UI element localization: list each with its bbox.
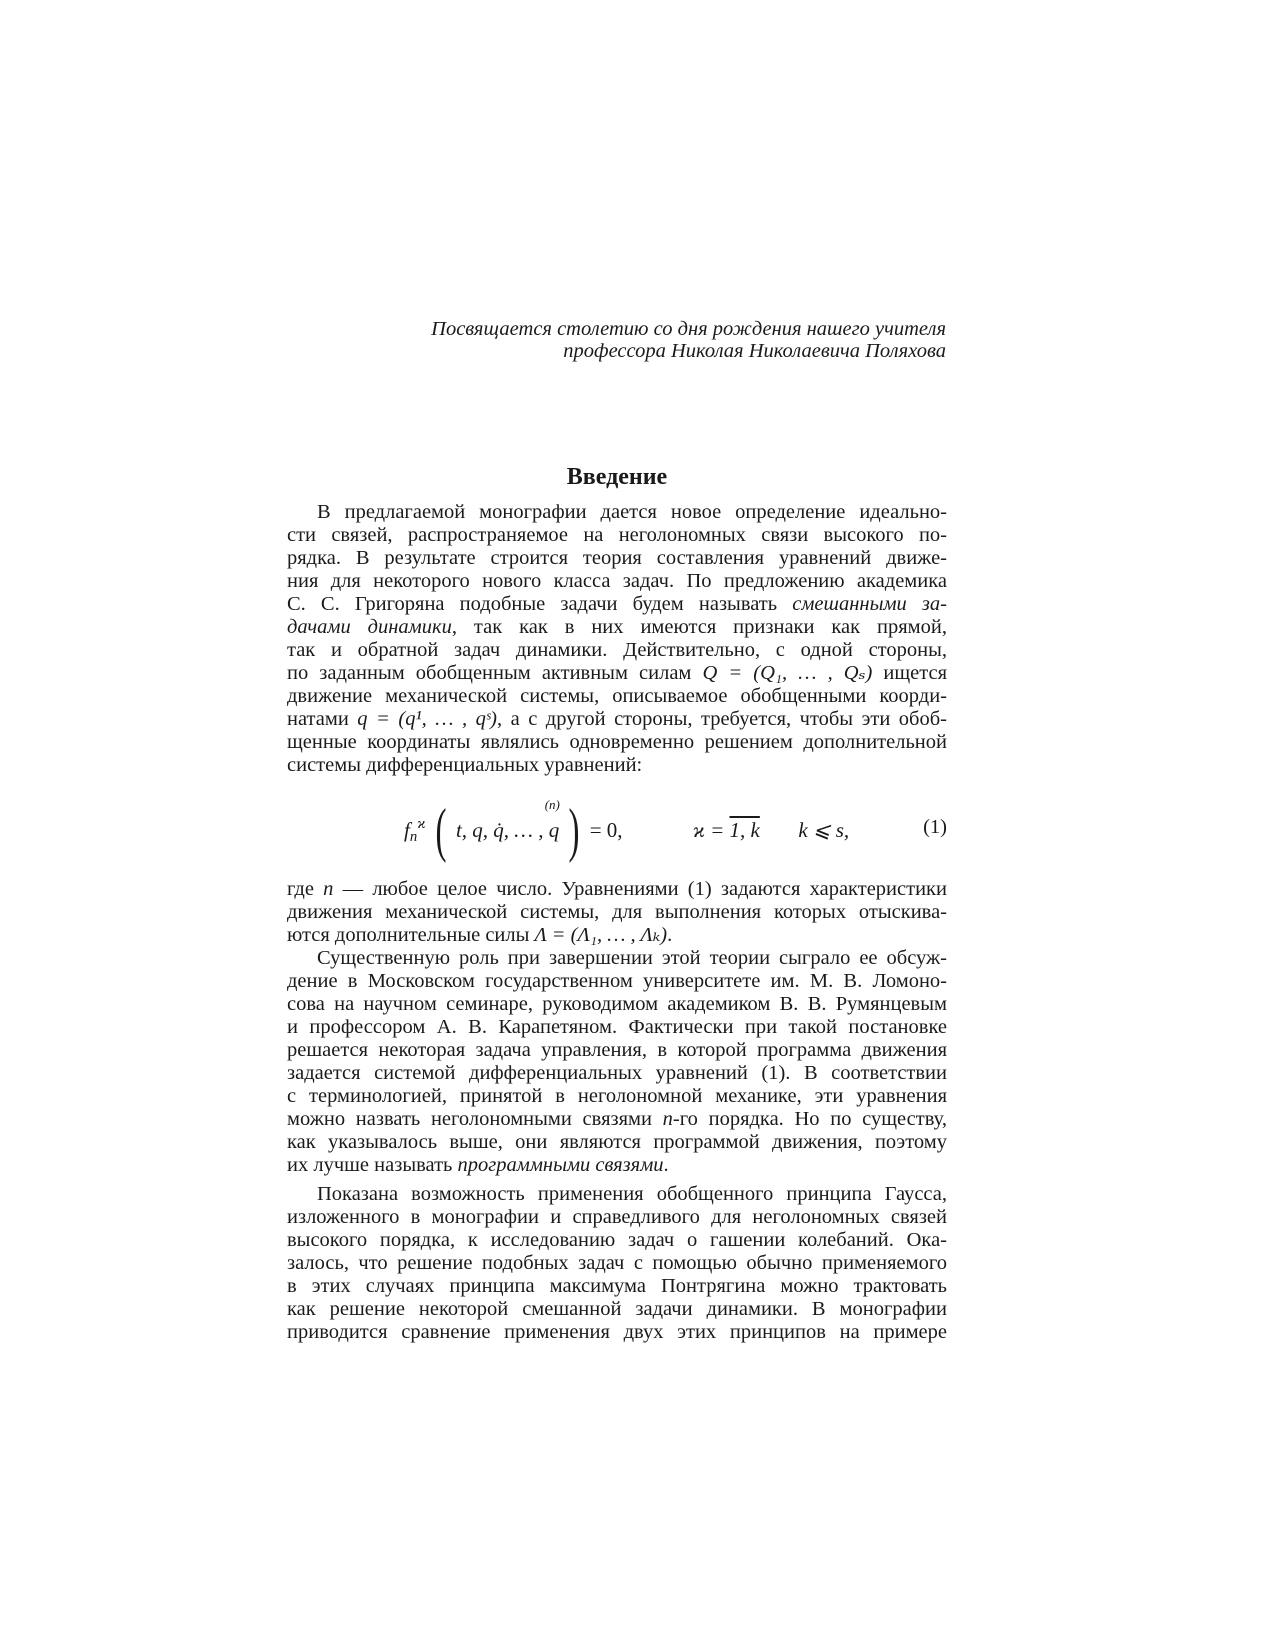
- text-line: рядка. В результате строится теория составления уравнений движе-: [287, 547, 947, 569]
- text-line: [287, 661, 947, 685]
- eq-kappa-range: 1, k: [729, 817, 760, 842]
- text-span: -го порядка. Но по существу,: [672, 1108, 947, 1130]
- text-line: [287, 592, 947, 616]
- eq-args: t, q, q̇, … ,: [455, 817, 544, 842]
- text-line: Существенную роль при завершении этой теории сыграло ее обсуж-: [317, 947, 947, 969]
- text-line: сова на научном семинаре, руководимом академиком В. В. Румянцевым: [287, 993, 947, 1015]
- math-inline: n: [662, 1108, 673, 1130]
- text-line: [287, 1153, 947, 1177]
- eq-last-q: [544, 796, 560, 844]
- text-line: задается системой дифференциальных уравнений (1). В соответствии: [287, 1062, 947, 1084]
- text-span: по заданным обобщенным активным силам: [287, 662, 703, 684]
- text-span: С. С. Григоряна подобные задачи будем называть: [287, 593, 793, 615]
- text-line: в этих случаях принципа максимума Понтрягина можно трактовать: [287, 1275, 947, 1297]
- math-inline: q = (q¹, … , qˢ): [357, 708, 497, 730]
- text-span: их лучше называть: [287, 1154, 458, 1176]
- section-heading: Введение: [566, 464, 668, 490]
- text-line: как указывалось выше, они являются программой движения, поэтому: [287, 1131, 947, 1153]
- right-paren: ): [568, 797, 580, 863]
- text-line: [287, 877, 947, 901]
- equation-1: [287, 794, 947, 866]
- text-span: ищется: [872, 662, 948, 684]
- text-line: залось, что решение подобных задач с помощью обычно применяемого: [287, 1252, 947, 1274]
- text-span: .: [667, 924, 673, 946]
- text-line: и профессором А. В. Карапетяном. Фактически при такой постановке: [287, 1016, 947, 1038]
- dedication: [340, 318, 946, 362]
- emphasis: дачами динамики: [287, 616, 452, 638]
- eq-q: q: [548, 818, 560, 843]
- math-inline: n: [323, 878, 334, 900]
- text-line: В предлагаемой монографии дается новое определение идеально-: [317, 501, 947, 523]
- text-line: изложенного в монографии и справедливого для неголономных связей: [287, 1206, 947, 1228]
- text-span: , а с другой стороны, требуется, чтобы эти обоб-: [496, 708, 947, 730]
- text-span: ются дополнительные силы: [287, 924, 535, 946]
- text-span: где: [287, 878, 324, 900]
- emphasis: смешанными за-: [792, 593, 947, 615]
- text-line: с терминологией, принятой в неголономной механике, эти уравнения: [287, 1085, 947, 1107]
- text-span: можно назвать неголономными связями: [287, 1108, 663, 1130]
- emphasis: программными связями: [457, 1154, 664, 1176]
- math-inline: Λ = (Λ₁, … , Λₖ): [534, 924, 668, 946]
- dedication-line-1: Посвящается столетию со дня рождения нашего учителя: [431, 318, 946, 340]
- equation-body: [404, 794, 849, 866]
- text-line: движение механической системы, описываемое обобщенными коорди-: [287, 685, 947, 707]
- eq-sup: ϰ: [417, 815, 426, 832]
- eq-derivative-order: (n): [544, 796, 560, 812]
- text-line: как решение некоторой смешанной задачи динамики. В монографии: [287, 1298, 947, 1320]
- text-line: [287, 923, 947, 947]
- text-line: системы дифференциальных уравнений:: [287, 754, 643, 776]
- text-line: Показана возможность применения обобщенного принципа Гаусса,: [317, 1183, 947, 1205]
- text-line: сти связей, распространяемое на неголономных связи высокого по-: [287, 524, 947, 546]
- math-inline: Q = (Q₁, … , Qₛ): [702, 662, 873, 684]
- text-line: щенные координаты являлись одновременно решением дополнительной: [287, 731, 947, 753]
- text-line: так и обратной задач динамики. Действительно, с одной стороны,: [287, 639, 947, 661]
- text-span: — любое целое число. Уравнениями (1) задаются характеристики: [333, 878, 947, 900]
- text-line: [287, 615, 947, 639]
- left-paren: (: [435, 797, 447, 863]
- text-line: движения механической системы, для выполнения которых отыскива-: [287, 901, 947, 923]
- text-line: [287, 1107, 947, 1131]
- eq-condition: k ⩽ s,: [798, 817, 850, 842]
- text-span: натами: [287, 708, 358, 730]
- dedication-line-2: профессора Николая Николаевича Поляхова: [563, 340, 946, 362]
- text-span: , так как в них имеются признаки как прямой,: [451, 616, 947, 638]
- text-line: ния для некоторого нового класса задач. По предложению академика: [287, 570, 947, 592]
- eq-f: f: [404, 818, 410, 843]
- equation-number: (1): [923, 816, 947, 838]
- text-line: дение в Московском государственном университете им. М. В. Ломоно-: [287, 970, 947, 992]
- eq-function: [404, 817, 425, 844]
- eq-kappa: ϰ =: [693, 817, 725, 842]
- eq-sub: n: [409, 828, 418, 845]
- eq-rhs: = 0,: [589, 817, 623, 842]
- text-line: решается некоторая задача управления, в которой программа движения: [287, 1039, 947, 1061]
- text-line: высокого порядка, к исследованию задач о гашении колебаний. Ока-: [287, 1229, 947, 1251]
- text-line: [287, 707, 947, 731]
- text-span: .: [663, 1154, 669, 1176]
- text-line: приводится сравнение применения двух этих принципов на примере: [287, 1321, 947, 1343]
